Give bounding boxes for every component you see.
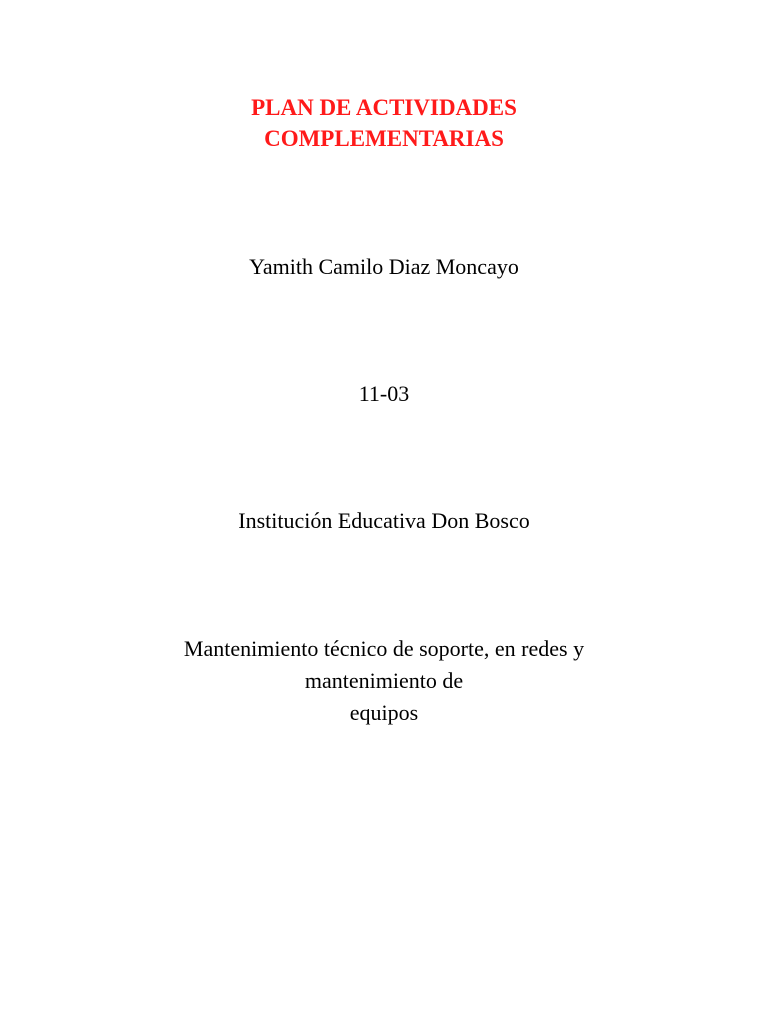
- title-line-2: COMPLEMENTARIAS: [264, 126, 504, 151]
- title-line-1: PLAN DE ACTIVIDADES: [251, 95, 517, 120]
- program-name: [0, 633, 768, 729]
- institution-name: Institución Educativa Don Bosco: [238, 508, 530, 533]
- program-line-1: Mantenimiento técnico de soporte, en redes y: [183, 636, 585, 661]
- document-title: [0, 92, 768, 154]
- program-line-3: equipos: [349, 700, 419, 725]
- program-line-2: mantenimiento de: [304, 668, 464, 693]
- author-name: Yamith Camilo Diaz Moncayo: [249, 254, 519, 279]
- group-code: 11-03: [358, 381, 410, 406]
